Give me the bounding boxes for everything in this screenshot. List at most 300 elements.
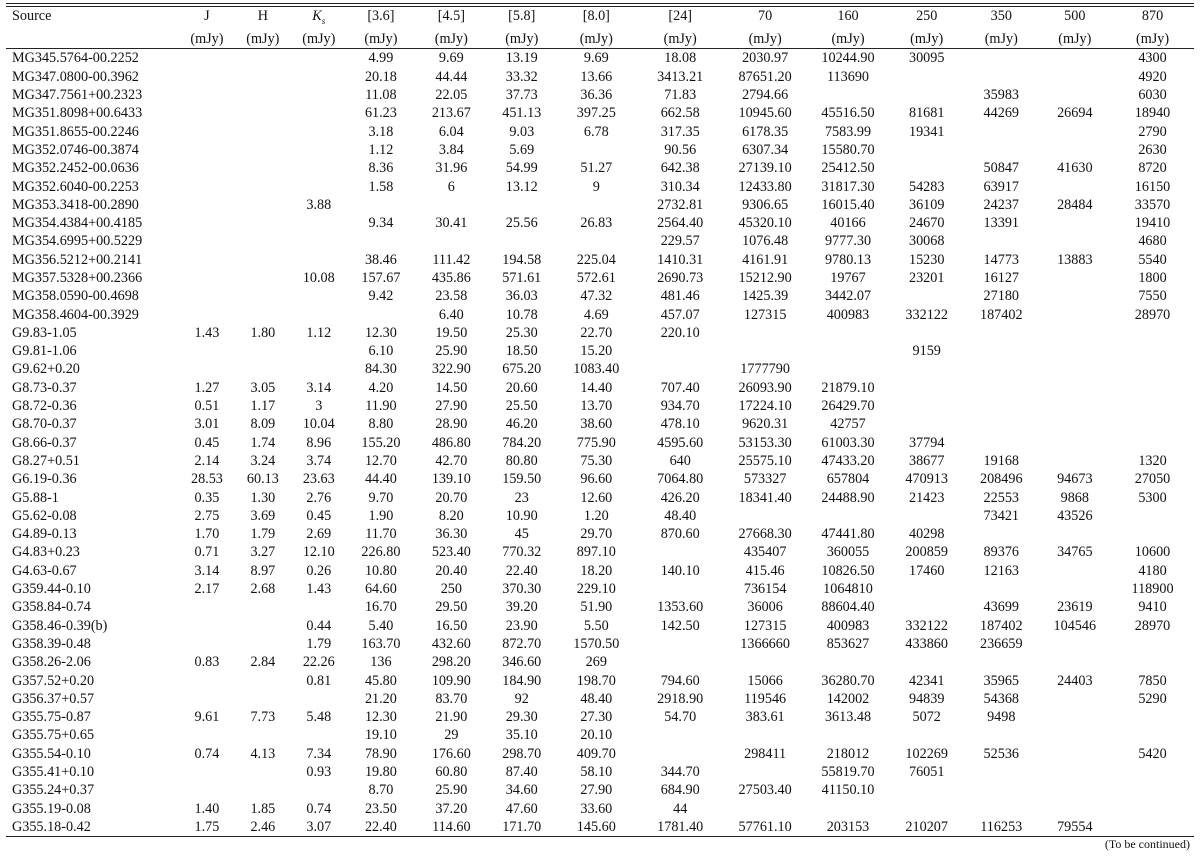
flux-cell (1039, 342, 1112, 360)
table-body (6, 49, 1194, 837)
flux-cell: 33570 (1134, 196, 1171, 213)
flux-cell (1111, 818, 1194, 837)
flux-cell: 75.30 (580, 452, 613, 469)
flux-cell: 640 (669, 452, 691, 469)
flux-cell: 29.30 (505, 709, 538, 726)
flux-cell: 96.60 (580, 471, 613, 488)
flux-cell: 4161.91 (742, 251, 789, 268)
flux-cell: 7550 (1138, 288, 1167, 305)
flux-cell (291, 598, 347, 616)
flux-cell (179, 251, 235, 269)
flux-cell: 43699 (983, 599, 1019, 616)
flux-cell: 16150 (1134, 178, 1171, 195)
flux-cell: 47433.20 (821, 452, 875, 469)
source-name-cell: G355.24+0.37 (12, 782, 95, 799)
flux-cell (1111, 653, 1194, 671)
flux-cell: 12433.80 (738, 178, 792, 195)
flux-cell: 41630 (1057, 160, 1093, 177)
flux-cell (1111, 726, 1194, 744)
flux-cell: 28970 (1134, 617, 1171, 634)
flux-cell: 37794 (908, 434, 945, 451)
flux-cell: 4595.60 (657, 434, 704, 451)
flux-cell: 360055 (826, 544, 870, 561)
flux-cell: 159.50 (502, 471, 542, 488)
flux-cell (179, 763, 235, 781)
flux-cell: 54.70 (664, 709, 697, 726)
flux-cell: 89376 (983, 544, 1019, 561)
flux-cell: 218012 (826, 745, 870, 762)
flux-cell: 76051 (908, 764, 945, 780)
column-unit-13: (mJy) (1039, 30, 1112, 49)
flux-cell (291, 251, 347, 269)
flux-cell: 22553 (983, 489, 1019, 506)
flux-cell: 35983 (983, 87, 1019, 104)
flux-cell: 3613.48 (824, 709, 872, 726)
flux-cell: 4680 (1138, 233, 1167, 250)
source-name-cell: G358.46-0.39(b) (12, 617, 108, 634)
flux-cell: 114.60 (415, 818, 488, 837)
source-name-cell: G4.83+0.23 (12, 544, 80, 561)
flux-cell: 10.08 (302, 269, 335, 286)
flux-cell: 61003.30 (821, 434, 875, 451)
flux-cell: 433860 (905, 635, 948, 652)
flux-cell: 11.70 (365, 526, 397, 543)
flux-cell: 5.40 (368, 617, 394, 634)
flux-cell (179, 342, 235, 360)
source-name-cell: G356.37+0.57 (12, 690, 95, 707)
flux-cell (964, 434, 1039, 452)
flux-cell: 81681 (908, 105, 945, 122)
flux-cell: 78.90 (364, 745, 397, 762)
flux-cell: 9498 (987, 709, 1016, 726)
flux-cell: 200859 (905, 544, 948, 561)
column-header-2: H (257, 8, 268, 24)
flux-cell: 21.20 (364, 690, 397, 707)
column-header-13: 500 (1064, 8, 1086, 24)
flux-cell: 269 (585, 654, 607, 671)
flux-cell: 523.40 (431, 544, 471, 561)
flux-cell (637, 635, 724, 653)
source-name-cell: MG358.0590-00.4698 (12, 288, 139, 305)
flux-cell: 187402 (979, 306, 1023, 323)
flux-cell (724, 763, 807, 781)
flux-cell (291, 287, 347, 305)
flux-cell (1039, 397, 1112, 415)
flux-cell: 481.46 (660, 288, 700, 305)
flux-cell: 6307.34 (742, 141, 789, 158)
flux-cell: 642.38 (660, 160, 700, 177)
flux-cell (235, 49, 291, 68)
flux-cell (179, 68, 235, 86)
flux-cell: 2.46 (235, 818, 291, 837)
flux-cell: 26.83 (580, 215, 613, 232)
flux-cell: 3.24 (250, 452, 276, 469)
flux-cell: 684.90 (660, 782, 700, 799)
flux-cell: 52536 (983, 745, 1019, 762)
source-name-cell: MG352.0746-00.3874 (12, 141, 139, 158)
flux-cell: 1.27 (194, 379, 220, 396)
flux-cell (724, 507, 807, 525)
flux-cell: 18.20 (580, 562, 613, 579)
flux-cell (1039, 141, 1112, 159)
flux-cell: 58.10 (580, 764, 613, 780)
flux-cell: 478.10 (660, 416, 700, 433)
flux-cell: 10.04 (302, 416, 335, 433)
flux-cell (235, 617, 291, 635)
table-top-rule (6, 3, 1194, 4)
flux-cell: 9777.30 (824, 233, 872, 250)
flux-cell: 2690.73 (657, 269, 704, 286)
flux-cell: 6.78 (583, 123, 609, 140)
flux-cell: 15066 (747, 672, 783, 689)
flux-cell (1039, 269, 1112, 287)
flux-cell: 13.66 (580, 68, 613, 85)
flux-cell (964, 141, 1039, 159)
flux-cell: 24403 (1057, 672, 1093, 689)
flux-cell (1039, 525, 1112, 543)
flux-cell: 28484 (1057, 196, 1093, 213)
flux-cell: 61.23 (364, 105, 397, 122)
source-name-cell: G9.83-1.05 (12, 324, 77, 341)
source-name-cell: MG354.6995+00.5229 (12, 233, 143, 250)
flux-cell: 415.46 (745, 562, 785, 579)
source-name-cell: G355.18-0.42 (6, 818, 179, 837)
flux-cell: 27.30 (580, 709, 613, 726)
header-row-names (6, 7, 1194, 30)
flux-cell: 54368 (983, 690, 1019, 707)
flux-cell (179, 214, 235, 232)
flux-cell (964, 763, 1039, 781)
flux-cell (488, 196, 556, 214)
flux-cell: 1777790 (740, 361, 790, 378)
flux-cell: 1.79 (306, 635, 332, 652)
flux-cell: 36.03 (505, 288, 538, 305)
flux-cell (724, 800, 807, 818)
flux-cell: 0.51 (194, 398, 220, 415)
flux-cell: 26093.90 (738, 379, 792, 396)
table-row (6, 324, 1194, 342)
flux-cell (889, 360, 964, 378)
column-unit-2: (mJy) (235, 30, 291, 49)
flux-cell: 29 (444, 727, 459, 744)
flux-cell: 140.10 (660, 562, 700, 579)
flux-cell: 19341 (908, 123, 945, 140)
flux-cell (637, 726, 724, 744)
flux-cell: 9306.65 (742, 196, 789, 213)
flux-cell (964, 781, 1039, 799)
flux-cell: 435.86 (431, 269, 471, 286)
flux-cell: 872.70 (502, 635, 542, 652)
flux-cell: 34765 (1057, 544, 1093, 561)
flux-cell: 9620.31 (742, 416, 789, 433)
flux-cell: 25412.50 (821, 160, 875, 177)
flux-cell: 2030.97 (742, 50, 789, 67)
flux-cell: 4300 (1138, 50, 1167, 67)
flux-cell: 707.40 (660, 379, 700, 396)
flux-cell: 14.50 (435, 379, 468, 396)
flux-cell (1039, 745, 1112, 763)
flux-cell (235, 726, 291, 744)
flux-cell (235, 672, 291, 690)
flux-cell: 0.45 (306, 507, 332, 524)
table-row (6, 672, 1194, 690)
flux-cell (235, 635, 291, 653)
flux-cell (291, 49, 347, 68)
flux-cell (291, 726, 347, 744)
flux-cell: 7.73 (250, 709, 276, 726)
flux-cell: 346.60 (502, 654, 542, 671)
flux-cell: 42757 (830, 416, 866, 433)
flux-cell: 400983 (826, 617, 870, 634)
table-row (6, 123, 1194, 141)
flux-cell (235, 86, 291, 104)
flux-cell: 27.90 (435, 398, 468, 415)
flux-cell: 3.05 (250, 379, 276, 396)
column-unit-8: (mJy) (637, 30, 724, 49)
flux-cell (807, 360, 890, 378)
table-row (6, 690, 1194, 708)
flux-cell: 8.96 (306, 434, 332, 451)
flux-cell: 36.30 (435, 526, 468, 543)
flux-cell: 3 (315, 398, 323, 415)
source-name-cell: MG356.5212+00.2141 (12, 251, 143, 268)
flux-cell: 90.56 (664, 141, 697, 158)
flux-cell: 9 (592, 178, 600, 195)
flux-cell: 27139.10 (738, 160, 792, 177)
flux-cell: 2564.40 (657, 215, 704, 232)
column-unit-0 (6, 30, 179, 49)
flux-cell: 1320 (1138, 452, 1167, 469)
flux-cell: 41150.10 (821, 782, 875, 799)
flux-cell: 8.36 (368, 160, 394, 177)
flux-cell: 736154 (743, 581, 787, 598)
column-header-9: 70 (758, 8, 773, 24)
flux-cell (889, 68, 964, 86)
flux-cell (807, 342, 890, 360)
flux-cell (291, 104, 347, 122)
flux-cell: 400983 (826, 306, 870, 323)
source-name-cell: MG347.0800-00.3962 (12, 68, 139, 85)
flux-cell: 36006 (747, 599, 783, 616)
flux-cell: 8.80 (368, 416, 394, 433)
flux-cell (1111, 360, 1194, 378)
flux-cell: 24670 (908, 215, 945, 232)
flux-cell: 21879.10 (821, 379, 875, 396)
flux-cell (889, 287, 964, 305)
flux-cell: 470913 (905, 471, 948, 488)
table-row (6, 68, 1194, 86)
source-name-cell: G9.81-1.06 (12, 343, 77, 360)
photometry-table (6, 7, 1194, 837)
flux-cell (291, 306, 347, 324)
flux-cell: 23.90 (505, 617, 538, 634)
flux-cell: 127315 (743, 306, 787, 323)
flux-cell: 30068 (908, 233, 945, 250)
flux-cell (1039, 360, 1112, 378)
flux-cell: 229.57 (660, 233, 700, 250)
source-name-cell: G357.52+0.20 (12, 672, 95, 689)
flux-cell: 10.90 (505, 507, 538, 524)
flux-cell: 73421 (983, 507, 1019, 524)
table-row (6, 726, 1194, 744)
flux-cell (179, 159, 235, 177)
flux-cell: 13883 (1057, 251, 1093, 268)
flux-cell: 25.56 (505, 215, 538, 232)
flux-cell: 38677 (908, 452, 945, 469)
flux-cell: 187402 (979, 617, 1023, 634)
flux-cell: 19168 (983, 452, 1019, 469)
flux-cell: 662.58 (660, 105, 700, 122)
flux-cell: 36109 (908, 196, 945, 213)
flux-cell: 27668.30 (738, 526, 792, 543)
flux-cell: 23.58 (435, 288, 468, 305)
flux-cell: 9.42 (368, 288, 394, 305)
flux-cell: 22.40 (347, 818, 415, 837)
flux-cell: 24488.90 (821, 489, 875, 506)
flux-cell: 10.78 (505, 306, 538, 323)
flux-cell: 44 (673, 800, 688, 817)
flux-cell: 22.26 (302, 654, 335, 671)
flux-cell: 17224.10 (738, 398, 792, 415)
flux-cell: 113690 (826, 68, 870, 85)
column-header-7: [8.0] (582, 8, 610, 24)
flux-cell (1111, 635, 1194, 653)
source-name-cell: MG351.8098+00.6433 (12, 105, 143, 122)
flux-cell: 29.50 (435, 599, 468, 616)
flux-cell (1039, 434, 1112, 452)
table-row (6, 415, 1194, 433)
flux-cell (291, 232, 347, 250)
flux-cell (637, 543, 724, 561)
flux-cell (1111, 342, 1194, 360)
column-header-14: 870 (1141, 8, 1164, 24)
flux-cell (235, 342, 291, 360)
flux-cell: 317.35 (660, 123, 700, 140)
flux-cell: 236659 (979, 635, 1023, 652)
flux-cell: 45 (514, 526, 529, 543)
flux-cell: 18940 (1134, 105, 1171, 122)
flux-cell (235, 196, 291, 214)
flux-cell (1039, 763, 1112, 781)
flux-cell: 25.90 (435, 343, 468, 360)
flux-cell: 2794.66 (742, 87, 789, 104)
flux-cell: 6.40 (438, 306, 464, 323)
flux-cell (415, 196, 488, 214)
flux-cell: 370.30 (502, 581, 542, 598)
flux-cell: 15.20 (580, 343, 613, 360)
flux-cell: 220.10 (660, 324, 700, 341)
flux-cell (964, 653, 1039, 671)
flux-cell: 3.01 (194, 416, 220, 433)
flux-cell: 5420 (1138, 745, 1167, 762)
flux-cell (889, 781, 964, 799)
source-name-cell: MG354.4384+00.4185 (12, 215, 143, 232)
flux-cell (235, 598, 291, 616)
table-row (6, 598, 1194, 616)
flux-cell (179, 635, 235, 653)
flux-cell (637, 360, 724, 378)
table-row (6, 196, 1194, 214)
source-name-cell: G5.62-0.08 (12, 507, 77, 524)
flux-cell: 21.90 (435, 709, 468, 726)
flux-cell: 6.04 (438, 123, 464, 140)
flux-cell: 409.70 (576, 745, 616, 762)
flux-cell (1039, 708, 1112, 726)
table-row (6, 617, 1194, 635)
table-row (6, 708, 1194, 726)
flux-cell: 12.30 (364, 709, 397, 726)
flux-cell: 4180 (1138, 562, 1167, 579)
flux-cell (637, 745, 724, 763)
flux-cell: 88604.40 (821, 599, 875, 616)
flux-cell: 9.70 (368, 489, 394, 506)
flux-cell: 6.10 (368, 343, 394, 360)
flux-cell (347, 306, 415, 324)
flux-cell: 53153.30 (738, 434, 792, 451)
flux-cell: 897.10 (576, 544, 616, 561)
flux-cell: 34.60 (505, 782, 538, 799)
flux-cell: 60.13 (246, 471, 279, 488)
flux-cell: 16127 (983, 269, 1019, 286)
flux-cell: 1.80 (250, 324, 276, 341)
flux-cell: 7064.80 (657, 471, 704, 488)
flux-cell: 1.85 (250, 800, 276, 817)
table-row (6, 745, 1194, 763)
flux-cell (1039, 415, 1112, 433)
flux-cell: 19.10 (364, 727, 397, 744)
table-row (6, 452, 1194, 470)
flux-cell (179, 287, 235, 305)
flux-cell (235, 123, 291, 141)
flux-cell (556, 196, 637, 214)
flux-cell: 36280.70 (821, 672, 875, 689)
flux-cell: 17460 (908, 562, 945, 579)
flux-cell: 770.32 (502, 544, 542, 561)
flux-cell: 784.20 (502, 434, 542, 451)
flux-cell: 37.73 (505, 87, 538, 104)
table-row (6, 653, 1194, 671)
flux-cell (291, 214, 347, 232)
flux-cell (235, 141, 291, 159)
flux-cell: 14.40 (580, 379, 613, 396)
flux-cell: 9.69 (583, 50, 609, 67)
flux-cell (179, 598, 235, 616)
flux-cell: 298.70 (502, 745, 542, 762)
flux-cell: 1425.39 (742, 288, 789, 305)
source-name-cell: G4.89-0.13 (12, 526, 77, 543)
flux-cell: 8720 (1138, 160, 1167, 177)
flux-cell: 163.70 (361, 635, 401, 652)
flux-cell: 3.14 (194, 562, 220, 579)
flux-cell: 13.19 (505, 50, 538, 67)
flux-cell (1039, 232, 1112, 250)
flux-cell: 3.88 (306, 196, 332, 213)
flux-cell: 4.69 (583, 306, 609, 323)
flux-cell: 38.60 (580, 416, 613, 433)
flux-cell: 1366660 (740, 635, 790, 652)
flux-cell: 142.50 (660, 617, 700, 634)
flux-cell: 11.08 (365, 87, 397, 104)
flux-cell (179, 49, 235, 68)
flux-cell: 39.20 (505, 599, 538, 616)
flux-cell (724, 726, 807, 744)
flux-cell (235, 690, 291, 708)
table-row (6, 635, 1194, 653)
column-unit-7: (mJy) (556, 30, 637, 49)
column-header-1: J (204, 8, 210, 24)
flux-cell: 145.60 (556, 818, 637, 837)
flux-cell (637, 653, 724, 671)
